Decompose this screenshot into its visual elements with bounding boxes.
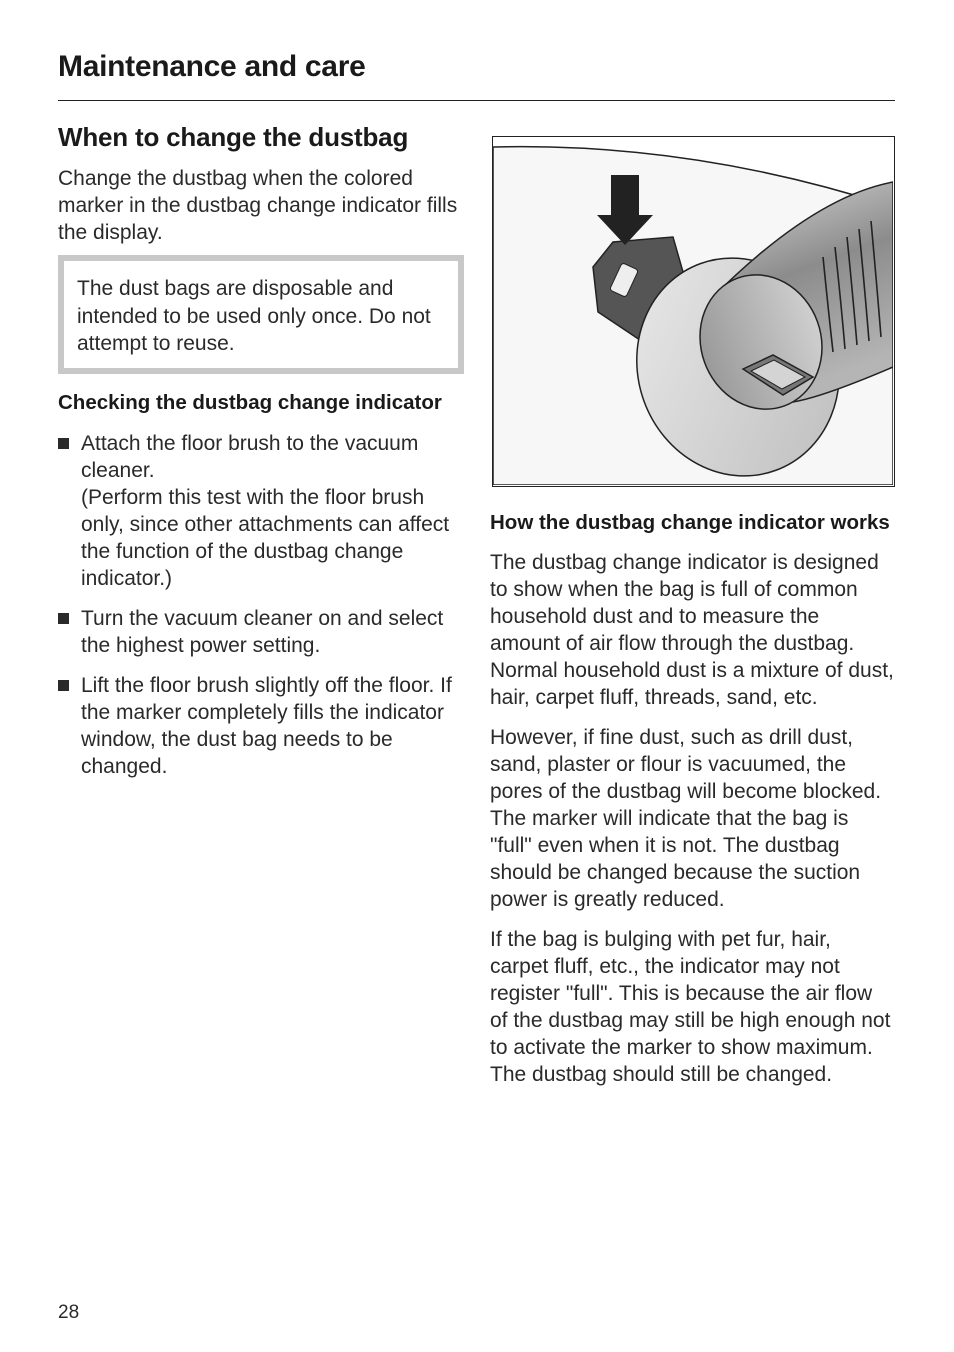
illustration-svg [493, 137, 893, 485]
list-item [58, 672, 468, 780]
list-item [58, 430, 468, 592]
section-title: When to change the dustbag [58, 122, 409, 152]
step-text: Lift the floor brush slightly off the floor. If the marker completely fills the indicator window, the dust bag needs to be changed. [81, 673, 452, 778]
body-paragraph: The dustbag change indicator is designed to show when the bag is full of common household dust and to measure the amount of air flow through the dustbag. Normal household dust is a mixture of dust, hair, carpet fluff, threads, sand, etc. [490, 551, 894, 709]
body-paragraph: However, if fine dust, such as drill dust, sand, plaster or flour is vacuumed, the pores of the dustbag will become blocked. The marker will indicate that the bag is "full" even when it is not. The dustbag should be changed because the suction power is greatly reduced. [490, 726, 882, 911]
step-text: Turn the vacuum cleaner on and select the highest power setting. [81, 606, 444, 657]
intro-paragraph: Change the dustbag when the colored marker in the dustbag change indicator fills the display. [58, 167, 458, 244]
square-bullet-icon [58, 613, 69, 624]
list-item [58, 605, 468, 659]
square-bullet-icon [58, 438, 69, 449]
step-text: Attach the floor brush to the vacuum cleaner. [81, 431, 419, 482]
square-bullet-icon [58, 680, 69, 691]
page-title: Maintenance and care [58, 50, 366, 83]
steps-list [58, 430, 468, 780]
note-box [58, 255, 464, 374]
how-it-works-subheading: How the dustbag change indicator works [490, 511, 890, 534]
vacuum-dustbag-indicator-illustration [492, 136, 895, 487]
right-column [490, 136, 895, 1088]
title-divider [58, 100, 895, 101]
note-text: The dust bags are disposable and intended to be used only once. Do not attempt to reuse. [77, 277, 431, 355]
left-column [58, 122, 468, 793]
checking-subheading: Checking the dustbag change indicator [58, 390, 442, 414]
step-extra: (Perform this test with the floor brush only, since other attachments can affect the function of the dustbag change indicator.) [81, 485, 450, 590]
body-paragraph: If the bag is bulging with pet fur, hair, carpet fluff, etc., the indicator may not register "full". This is because the air flow of the dustbag may still be high enough not to activate the marker to show maximum. The dustbag should still be changed. [490, 928, 891, 1086]
page-number: 28 [58, 1302, 80, 1323]
